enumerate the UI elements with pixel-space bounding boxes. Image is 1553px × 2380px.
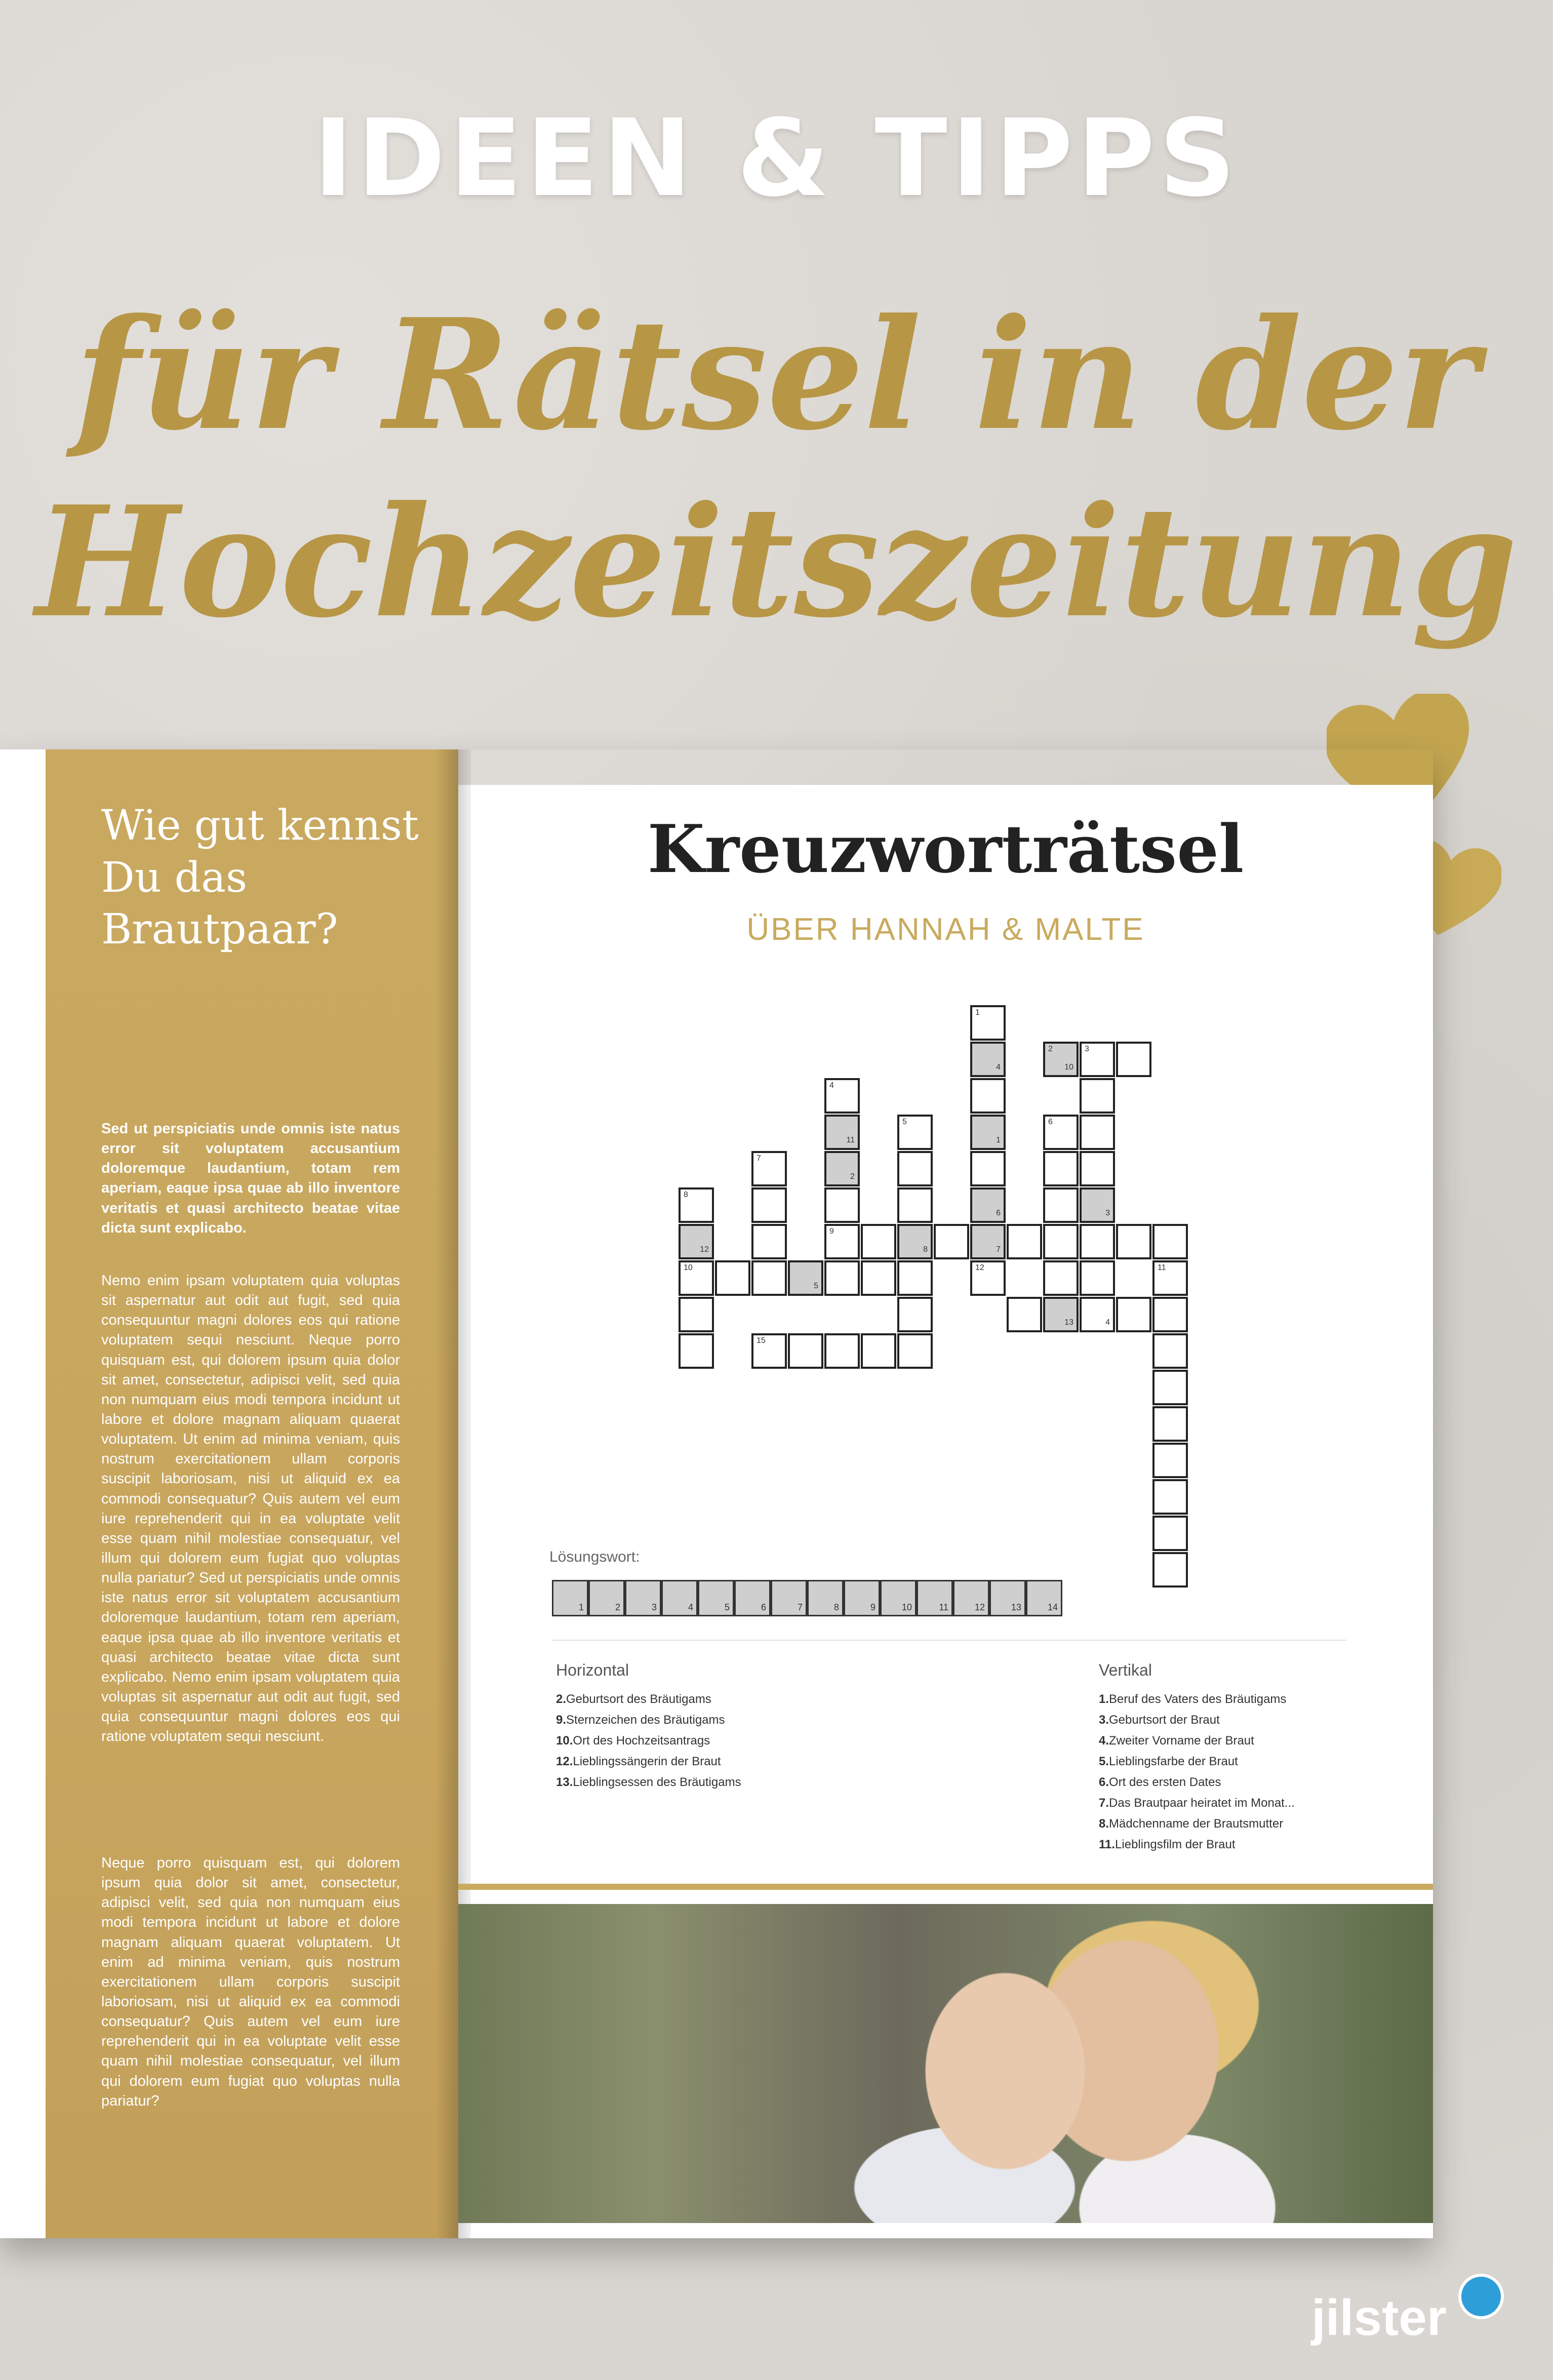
crossword-cell[interactable] bbox=[1152, 1479, 1188, 1515]
cell-number: 5 bbox=[902, 1118, 907, 1126]
crossword-cell[interactable] bbox=[1116, 1224, 1151, 1259]
crossword-cell[interactable] bbox=[824, 1078, 860, 1114]
solution-cell[interactable] bbox=[698, 1580, 734, 1616]
crossword-cell[interactable] bbox=[1080, 1224, 1115, 1259]
clue-item: 13.Lieblingsessen des Bräutigams bbox=[556, 1775, 741, 1789]
horizontal-heading: Horizontal bbox=[556, 1661, 629, 1679]
jilster-logo-icon bbox=[1458, 2274, 1504, 2319]
solution-cell[interactable] bbox=[880, 1580, 917, 1616]
solution-number: 2 bbox=[615, 1602, 620, 1612]
crossword-cell[interactable] bbox=[970, 1005, 1006, 1041]
solution-cell[interactable] bbox=[807, 1580, 844, 1616]
cell-solution-index: 12 bbox=[700, 1245, 709, 1254]
cell-number: 10 bbox=[684, 1263, 693, 1272]
crossword-cell[interactable] bbox=[1116, 1297, 1151, 1332]
crossword-cell[interactable] bbox=[824, 1224, 860, 1259]
cell-number: 7 bbox=[756, 1154, 761, 1163]
cell-solution-index: 10 bbox=[1064, 1063, 1073, 1072]
cell-solution-index: 7 bbox=[996, 1245, 1001, 1254]
crossword-cell[interactable] bbox=[897, 1333, 933, 1369]
crossword-cell[interactable] bbox=[1152, 1297, 1188, 1332]
solution-number: 8 bbox=[833, 1602, 839, 1612]
crossword-subtitle: ÜBER HANNAH & MALTE bbox=[746, 912, 1145, 947]
crossword-cell[interactable] bbox=[788, 1260, 823, 1296]
crossword-cell[interactable] bbox=[934, 1224, 969, 1259]
solution-cell[interactable] bbox=[1026, 1580, 1062, 1616]
crossword-cell[interactable] bbox=[751, 1187, 787, 1223]
clue-item: 6.Ort des ersten Dates bbox=[1099, 1775, 1221, 1789]
crossword-cell[interactable] bbox=[970, 1187, 1006, 1223]
solution-number: 9 bbox=[870, 1602, 875, 1612]
crossword-cell[interactable] bbox=[1043, 1042, 1079, 1077]
crossword-cell[interactable] bbox=[1152, 1552, 1188, 1588]
crossword-cell[interactable] bbox=[1007, 1224, 1042, 1259]
crossword-cell[interactable] bbox=[970, 1078, 1006, 1114]
cell-number: 1 bbox=[975, 1008, 980, 1017]
clue-item: 9.Sternzeichen des Bräutigams bbox=[556, 1713, 725, 1727]
crossword-cell[interactable] bbox=[824, 1260, 860, 1296]
cell-solution-index: 4 bbox=[996, 1063, 1001, 1072]
crossword-cell[interactable] bbox=[679, 1297, 714, 1332]
crossword-cell[interactable] bbox=[751, 1260, 787, 1296]
crossword-cell[interactable] bbox=[679, 1260, 714, 1296]
cell-solution-index: 8 bbox=[923, 1245, 928, 1254]
cell-number: 9 bbox=[829, 1227, 834, 1236]
crossword-cell[interactable] bbox=[1080, 1260, 1115, 1296]
crossword-cell[interactable] bbox=[970, 1224, 1006, 1259]
solution-number: 1 bbox=[578, 1602, 584, 1612]
crossword-cell[interactable] bbox=[897, 1260, 933, 1296]
clue-item: 8.Mädchenname der Brautsmutter bbox=[1099, 1817, 1284, 1831]
solution-cell[interactable] bbox=[734, 1580, 771, 1616]
cell-solution-index: 13 bbox=[1064, 1318, 1073, 1327]
solution-cell[interactable] bbox=[771, 1580, 807, 1616]
cell-number: 8 bbox=[684, 1191, 688, 1199]
crossword-cell[interactable] bbox=[1080, 1078, 1115, 1114]
crossword-cell[interactable] bbox=[1080, 1297, 1115, 1332]
solution-cell[interactable] bbox=[917, 1580, 953, 1616]
clue-item: 12.Lieblingssängerin der Braut bbox=[556, 1755, 721, 1768]
crossword-cell[interactable] bbox=[1152, 1443, 1188, 1478]
cell-solution-index: 11 bbox=[846, 1136, 855, 1144]
crossword-cell[interactable] bbox=[1043, 1224, 1079, 1259]
loesungswort-label: Lösungswort: bbox=[549, 1549, 640, 1565]
crossword-cell[interactable] bbox=[788, 1333, 823, 1369]
clue-divider bbox=[552, 1640, 1347, 1641]
solution-number: 6 bbox=[761, 1602, 766, 1612]
cell-solution-index: 6 bbox=[996, 1209, 1001, 1217]
crossword-cell[interactable] bbox=[1152, 1370, 1188, 1405]
crossword-cell[interactable] bbox=[1080, 1187, 1115, 1223]
crossword-cell[interactable] bbox=[970, 1151, 1006, 1186]
solution-number: 4 bbox=[688, 1602, 693, 1612]
cell-number: 3 bbox=[1085, 1045, 1089, 1053]
crossword-cell[interactable] bbox=[715, 1260, 750, 1296]
clue-item: 2.Geburtsort des Bräutigams bbox=[556, 1692, 711, 1706]
crossword-cell[interactable] bbox=[1043, 1151, 1079, 1186]
cell-solution-index: 4 bbox=[1105, 1318, 1110, 1327]
solution-cell[interactable] bbox=[625, 1580, 661, 1616]
clue-item: 3.Geburtsort der Braut bbox=[1099, 1713, 1220, 1727]
crossword-cell[interactable] bbox=[1080, 1151, 1115, 1186]
clue-item: 5.Lieblingsfarbe der Braut bbox=[1099, 1755, 1238, 1768]
horizontal-clue-list bbox=[556, 1689, 741, 1793]
crossword-cell[interactable] bbox=[1007, 1297, 1042, 1332]
crossword-cell[interactable] bbox=[824, 1187, 860, 1223]
left-paragraph-2: Nemo enim ipsam voluptatem quia voluptas sit aspernatur aut odit aut fugit, sed quia consequuntur magni dolores eos qui ratione voluptatem sequi nesciunt. Neque porro quisquam est, qui dolorem ipsum quia dolor sit amet, consectetur, adipisci velit, sed quia non numquam eius modi tempora incidunt ut labore et dolore magnam aliquam quaerat voluptatem. Ut enim ad minima veniam, quis nostrum exercitationem ullam corporis suscipit laboriosam, nisi ut aliquid ex ea commodi consequatur? Quis autem vel eum iure reprehenderit qui in ea voluptate velit esse quam nihil molestiae consequatur, vel illum qui dolorem eum fugiat quo voluptas nulla pariatur? Sed ut perspiciatis unde omnis iste natus error sit voluptatem accusantium doloremque laudantium, totam rem aperiam, eaque ipsa quae ab illo inventore veritatis et quasi architecto beatae vitae dicta sunt explicabo. Nemo enim ipsam voluptatem quia voluptas sit aspernatur aut odit aut fugit, sed quia consequuntur magni dolores eos qui ratione voluptatem sequi nesciunt. bbox=[101, 1273, 400, 1745]
clue-item: 4.Zweiter Vorname der Braut bbox=[1099, 1734, 1254, 1748]
solution-cell[interactable] bbox=[844, 1580, 880, 1616]
crossword-cell[interactable] bbox=[1043, 1187, 1079, 1223]
solution-cell[interactable] bbox=[661, 1580, 698, 1616]
cell-solution-index: 3 bbox=[1105, 1209, 1110, 1217]
crossword-cell[interactable] bbox=[897, 1115, 933, 1150]
solution-number: 10 bbox=[901, 1602, 912, 1612]
headline: IDEEN & TIPPS bbox=[313, 96, 1240, 220]
couple-photo bbox=[458, 1904, 1433, 2223]
vertical-heading: Vertikal bbox=[1099, 1661, 1152, 1679]
crossword-cell[interactable] bbox=[897, 1151, 933, 1186]
solution-number: 11 bbox=[939, 1602, 948, 1612]
clue-item: 11.Lieblingsfilm der Braut bbox=[1099, 1838, 1236, 1851]
crossword-cell[interactable] bbox=[970, 1115, 1006, 1150]
left-paragraph-1: Sed ut perspiciatis unde omnis iste natus error sit voluptatem accusantium doloremque laudantium, totam rem aperiam, eaque ipsa quae ab illo inventore veritatis et quasi architecto beatae vitae dicta sunt explicabo. bbox=[101, 1121, 400, 1236]
cell-number: 2 bbox=[1048, 1045, 1053, 1053]
cell-solution-index: 2 bbox=[850, 1172, 855, 1181]
solution-number: 14 bbox=[1047, 1602, 1058, 1612]
crossword-cell[interactable] bbox=[1043, 1115, 1079, 1150]
crossword-cell[interactable] bbox=[1152, 1406, 1188, 1442]
crossword-cell[interactable] bbox=[970, 1260, 1006, 1296]
crossword-cell[interactable] bbox=[679, 1224, 714, 1259]
crossword-cell[interactable] bbox=[1152, 1516, 1188, 1551]
jilster-logo[interactable]: jilster bbox=[1311, 2289, 1447, 2346]
left-paragraph-3: Neque porro quisquam est, qui dolorem ipsum quia dolor sit amet, consectetur, adipisci velit, sed quia non numquam eius modi tempora incidunt ut labore et dolore magnam aliquam quaerat voluptatem. Ut enim ad minima veniam, quis nostrum exercitationem ullam corporis suscipit laboriosam, nisi ut aliquid ex ea commodi consequatur? Quis autem vel eum iure reprehenderit qui in ea voluptate velit esse quam nihil molestiae consequatur, vel illum qui dolorem eum fugiat quo voluptas nulla pariatur? bbox=[101, 1855, 400, 2109]
clue-item: 10.Ort des Hochzeitsantrags bbox=[556, 1734, 710, 1748]
vertical-clue-list bbox=[1099, 1689, 1295, 1855]
solution-number: 12 bbox=[974, 1602, 985, 1612]
solution-number: 3 bbox=[651, 1602, 657, 1612]
crossword-cell[interactable] bbox=[1152, 1224, 1188, 1259]
crossword-cell[interactable] bbox=[824, 1151, 860, 1186]
cell-solution-index: 5 bbox=[814, 1282, 818, 1290]
crossword-cell[interactable] bbox=[1043, 1260, 1079, 1296]
crossword-cell[interactable] bbox=[861, 1224, 896, 1259]
cell-number: 6 bbox=[1048, 1118, 1053, 1126]
crossword-cell[interactable] bbox=[1152, 1260, 1188, 1296]
cell-number: 12 bbox=[975, 1263, 984, 1272]
crossword-cell[interactable] bbox=[897, 1187, 933, 1223]
crossword-cell[interactable] bbox=[824, 1333, 860, 1369]
cell-number: 15 bbox=[756, 1336, 766, 1345]
crossword-cell[interactable] bbox=[970, 1042, 1006, 1077]
left-page-title: Wie gut kennst Du das Brautpaar? bbox=[101, 802, 419, 954]
crossword-cell[interactable] bbox=[1043, 1297, 1079, 1332]
gold-rule bbox=[458, 1884, 1433, 1890]
cell-number: 11 bbox=[1158, 1263, 1166, 1272]
script-title-line-1: für Rätsel in der bbox=[74, 285, 1479, 464]
crossword-cell[interactable] bbox=[679, 1333, 714, 1369]
crossword-cell[interactable] bbox=[1116, 1042, 1151, 1077]
cell-number: 4 bbox=[829, 1081, 834, 1090]
crossword-cell[interactable] bbox=[751, 1151, 787, 1186]
crossword-cell[interactable] bbox=[824, 1115, 860, 1150]
crossword-cell[interactable] bbox=[1080, 1115, 1115, 1150]
solution-number: 7 bbox=[797, 1602, 803, 1612]
solution-cell[interactable] bbox=[953, 1580, 989, 1616]
solution-number: 13 bbox=[1011, 1602, 1021, 1612]
cell-solution-index: 1 bbox=[996, 1136, 1001, 1144]
solution-number: 5 bbox=[724, 1602, 730, 1612]
crossword-cell[interactable] bbox=[1080, 1042, 1115, 1077]
crossword-cell[interactable] bbox=[679, 1187, 714, 1223]
crossword-cell[interactable] bbox=[897, 1224, 933, 1259]
crossword-cell[interactable] bbox=[1152, 1333, 1188, 1369]
crossword-cell[interactable] bbox=[751, 1333, 787, 1369]
solution-cell[interactable] bbox=[588, 1580, 625, 1616]
solution-cell[interactable] bbox=[989, 1580, 1026, 1616]
crossword-title: Kreuzworträtsel bbox=[647, 810, 1244, 888]
crossword-cell[interactable] bbox=[861, 1260, 896, 1296]
clue-item: 1.Beruf des Vaters des Bräutigams bbox=[1099, 1692, 1287, 1706]
crossword-cell[interactable] bbox=[861, 1333, 896, 1369]
crossword-cell[interactable] bbox=[751, 1224, 787, 1259]
solution-cell[interactable] bbox=[552, 1580, 588, 1616]
script-title-line-2: Hochzeitszeitung bbox=[35, 472, 1518, 651]
crossword-cell[interactable] bbox=[897, 1297, 933, 1332]
clue-item: 7.Das Brautpaar heiratet im Monat... bbox=[1099, 1796, 1295, 1810]
